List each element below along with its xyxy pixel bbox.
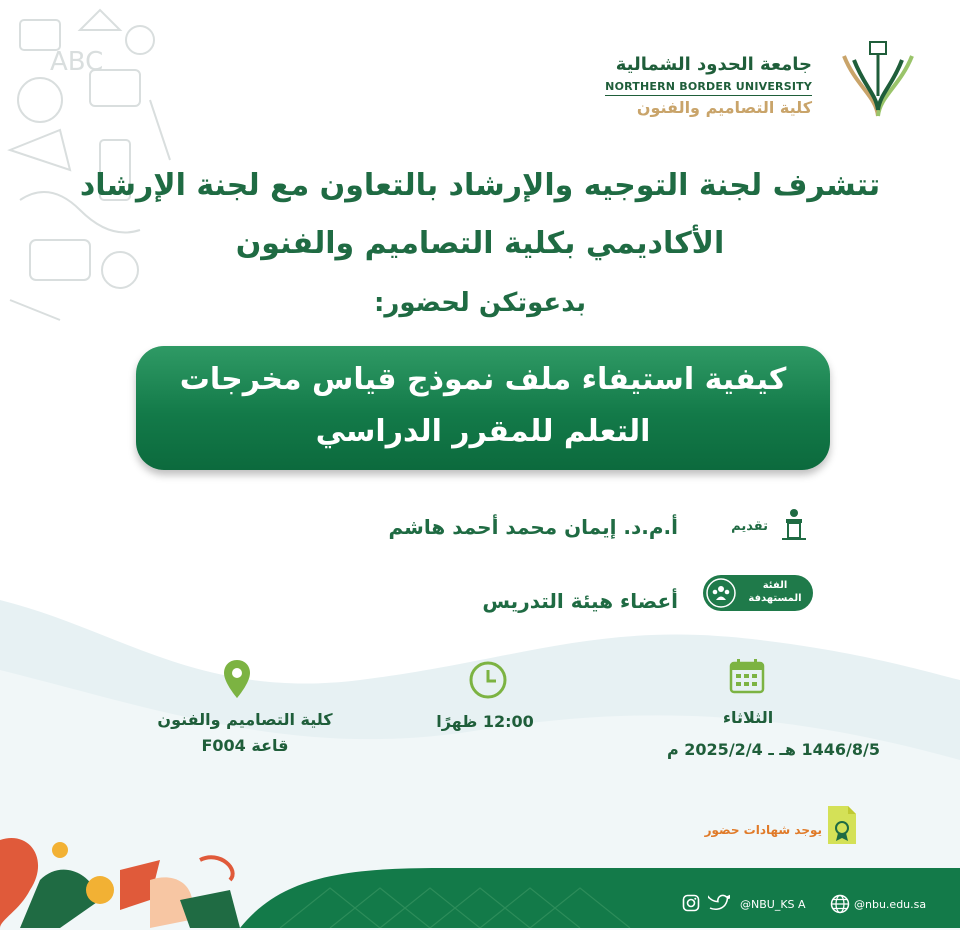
location-pin-icon: [222, 658, 252, 700]
university-name-arabic: جامعة الحدود الشمالية: [615, 54, 812, 75]
instagram-icon[interactable]: [682, 894, 700, 912]
target-label: الفئة المستهدفة: [748, 580, 802, 604]
school-doodles-decoration: [0, 0, 180, 330]
university-logo-icon: [836, 36, 920, 120]
event-title-line-1: كيفية استيفاء ملف نموذج قياس مخرجات: [179, 362, 787, 397]
globe-icon[interactable]: [830, 894, 850, 914]
event-day: الثلاثاء: [722, 708, 774, 727]
present-label: تقديم: [731, 519, 768, 534]
event-time: 12:00 ظهرًا: [436, 712, 534, 731]
heading-line-2: الأكاديمي بكلية التصاميم والفنون: [235, 226, 725, 261]
svg-text:ABC: ABC: [50, 47, 104, 77]
location-room: قاعة F004: [201, 736, 289, 755]
certificate-icon: [826, 804, 858, 846]
twitter-icon[interactable]: [708, 894, 730, 912]
heading-line-1: تتشرف لجنة التوجيه والإرشاد بالتعاون مع لجنة الإرشاد: [79, 168, 881, 203]
event-title-line-2: التعلم للمقرر الدراسي: [315, 414, 651, 449]
footer-pattern-decoration: [0, 820, 260, 928]
certificate-note: يوجد شهادات حضور: [704, 823, 822, 837]
calendar-icon: [728, 658, 766, 694]
location-college: كلية التصاميم والفنون: [157, 710, 333, 729]
presenter-name: أ.م.د. إيمان محمد أحمد هاشم: [388, 515, 678, 539]
group-icon: [706, 578, 736, 608]
event-date: 1446/8/5 هـ ـ 2025/2/4 م: [666, 740, 880, 759]
invitation-line: بدعوتكن لحضور:: [374, 288, 586, 318]
website-link[interactable]: @nbu.edu.sa: [854, 898, 927, 911]
target-audience-badge: [703, 575, 813, 611]
social-handle[interactable]: @NBU_KS A: [740, 898, 806, 911]
event-title-banner: [136, 346, 830, 470]
clock-icon: [468, 660, 508, 700]
college-name: كلية التصاميم والفنون: [636, 98, 812, 117]
footer-band: [240, 868, 960, 928]
university-name-english: NORTHERN BORDER UNIVERSITY: [605, 80, 812, 96]
podium-icon: [776, 506, 812, 542]
audience-text: أعضاء هيئة التدريس: [482, 589, 678, 613]
